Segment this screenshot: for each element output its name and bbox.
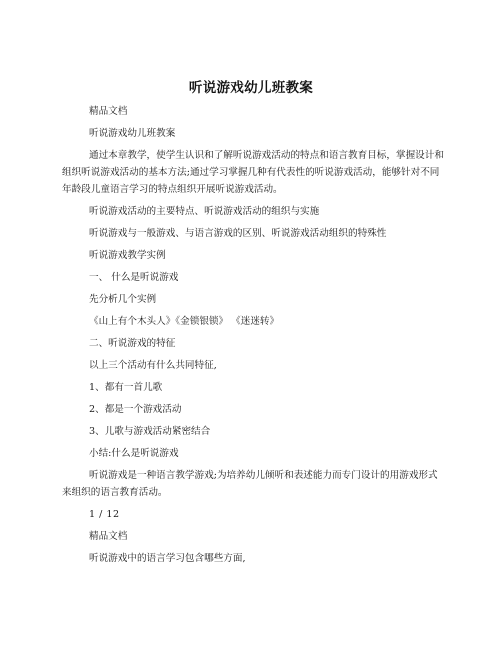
header-label: 精品文档 <box>89 106 128 117</box>
document-title: 听说游戏幼儿班教案 <box>188 80 314 96</box>
objectives-paragraph: 通过本章教学，使学生认识和了解听说游戏活动的特点和语言教育目标，掌握设计和组织听说游戏活动的基本方法;通过学习掌握几种有代表性的听说游戏活动，能够针对不同年龄段儿童语言学习的特点组织开展听说游戏活动。 <box>62 150 444 195</box>
paragraph-question: 以上三个活动有什么共同特征, <box>89 360 217 371</box>
key-points-paragraph: 听说游戏活动的主要特点、听说游戏活动的组织与实施 <box>89 206 320 217</box>
difficulties-paragraph: 听说游戏与一般游戏、与语言游戏的区别、听说游戏活动组织的特殊性 <box>89 228 387 239</box>
list-item-3: 3、儿歌与游戏活动紧密结合 <box>89 426 211 437</box>
paragraph-language-aspects: 听说游戏中的语言学习包含哪些方面, <box>89 553 246 564</box>
definition-paragraph: 听说游戏是一种语言教学游戏;为培养幼儿倾听和表述能力而专门设计的用游戏形式来组织的语言教育活动。 <box>62 470 438 498</box>
paragraph-examples-list: 《山上有个木头人》《金锁银锁》 《迷迷转》 <box>89 316 280 327</box>
page-number: 1 / 12 <box>89 509 120 520</box>
header-label-2: 精品文档 <box>89 531 128 542</box>
summary-heading: 小结:什么是听说游戏 <box>89 448 179 459</box>
list-item-1: 1、都有一首儿歌 <box>89 382 163 393</box>
list-item-2: 2、都是一个游戏活动 <box>89 404 182 415</box>
examples-heading: 听说游戏教学实例 <box>89 250 166 261</box>
section-heading-2: 二、听说游戏的特征 <box>89 338 176 349</box>
paragraph-analyze: 先分析几个实例 <box>89 294 157 305</box>
subtitle-paragraph: 听说游戏幼儿班教案 <box>89 128 176 139</box>
document-body <box>62 103 444 572</box>
section-heading-1: 一、 什么是听说游戏 <box>89 272 179 283</box>
